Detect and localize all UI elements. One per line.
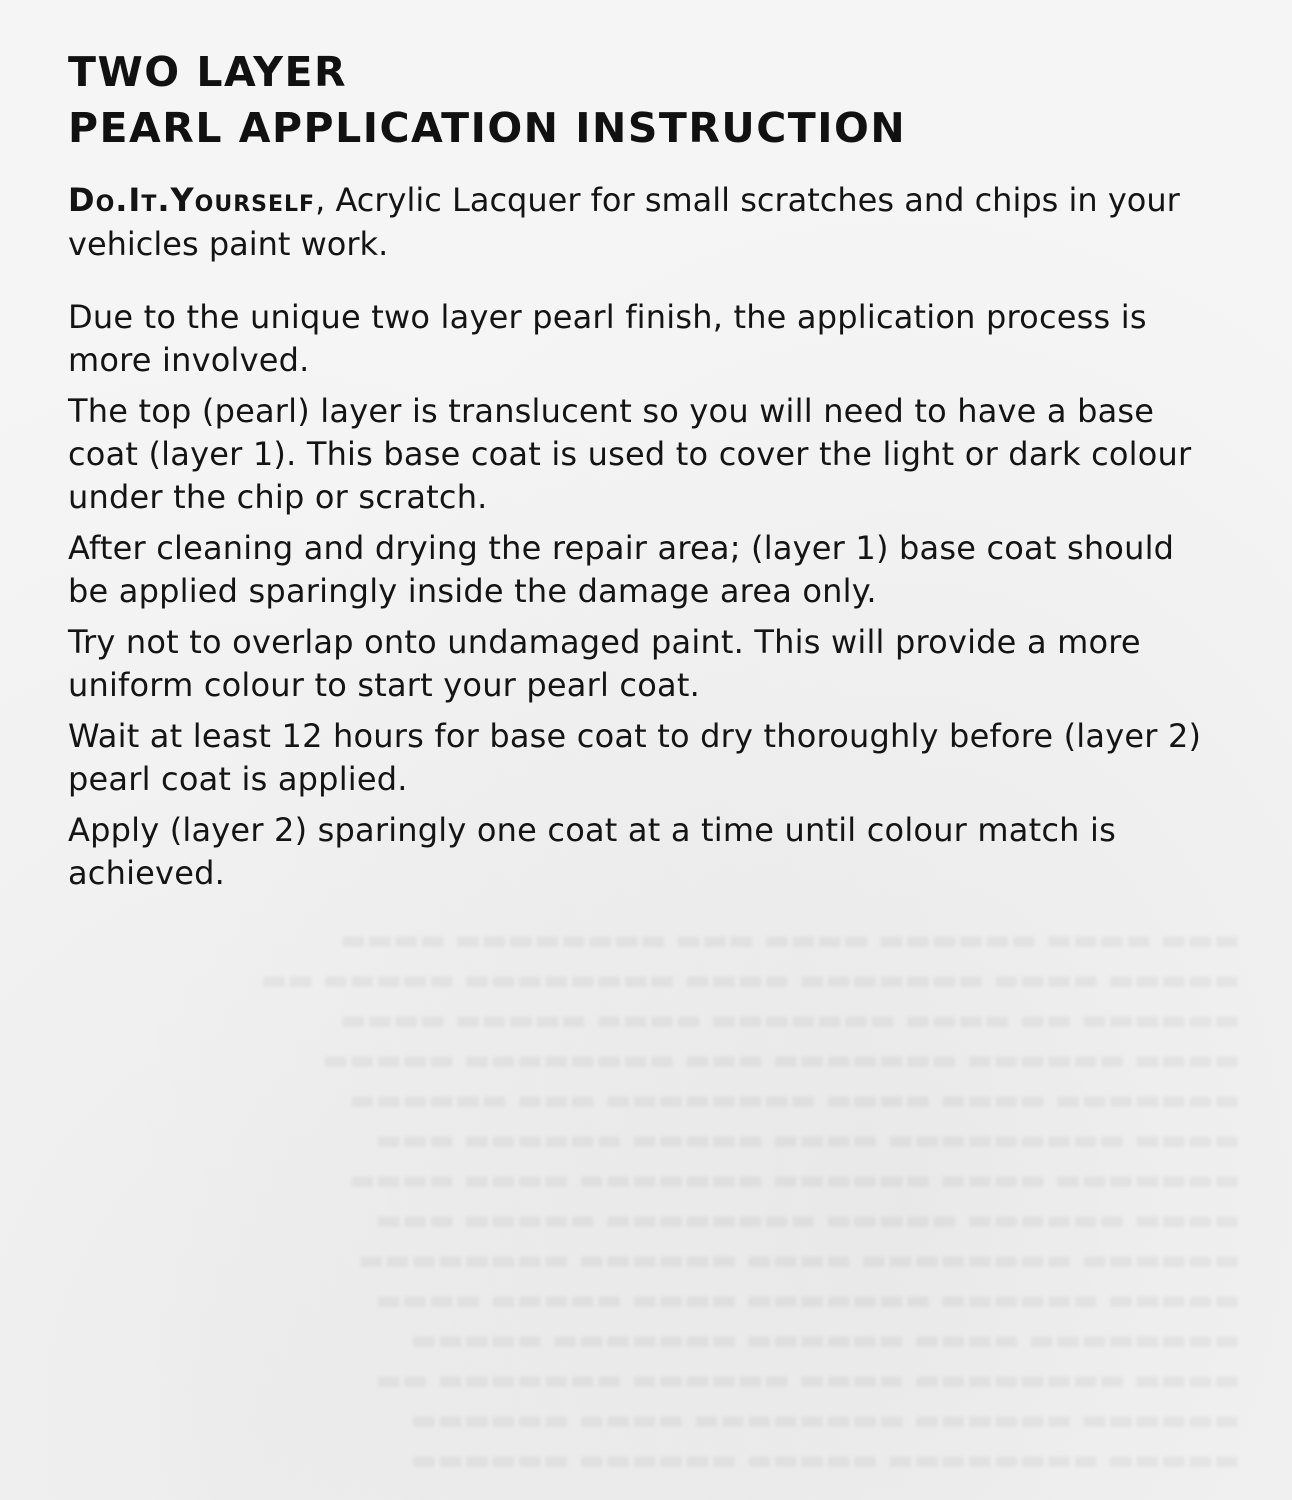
show-through-texture <box>90 880 1240 1480</box>
instructions-body <box>68 296 1218 903</box>
title-line-1: TWO LAYER <box>68 48 348 96</box>
document-title <box>68 44 906 156</box>
instruction-paragraph: The top (pearl) layer is translucent so you will need to have a base coat (layer 1). This base coat is used to cover the light or dark colour under the chip or scratch. <box>68 392 1192 516</box>
intro-paragraph <box>68 178 1218 266</box>
instruction-paragraph: Apply (layer 2) sparingly one coat at a time until colour match is achieved. <box>68 811 1116 892</box>
instruction-paragraph: Due to the unique two layer pearl finish, the application process is more involved. <box>68 298 1147 379</box>
instruction-paragraph: After cleaning and drying the repair area; (layer 1) base coat should be applied sparingly inside the damage area only. <box>68 529 1175 610</box>
instruction-paragraph: Wait at least 12 hours for base coat to dry thoroughly before (layer 2) pearl coat is applied. <box>68 717 1202 798</box>
brand-name: Do.It.Yourself <box>68 181 316 219</box>
instruction-paragraph: Try not to overlap onto undamaged paint. This will provide a more uniform colour to start your pearl coat. <box>68 623 1141 704</box>
intro-text: , Acrylic Lacquer for small scratches and chips in your vehicles paint work. <box>68 181 1180 263</box>
title-line-2: PEARL APPLICATION INSTRUCTION <box>68 104 907 152</box>
